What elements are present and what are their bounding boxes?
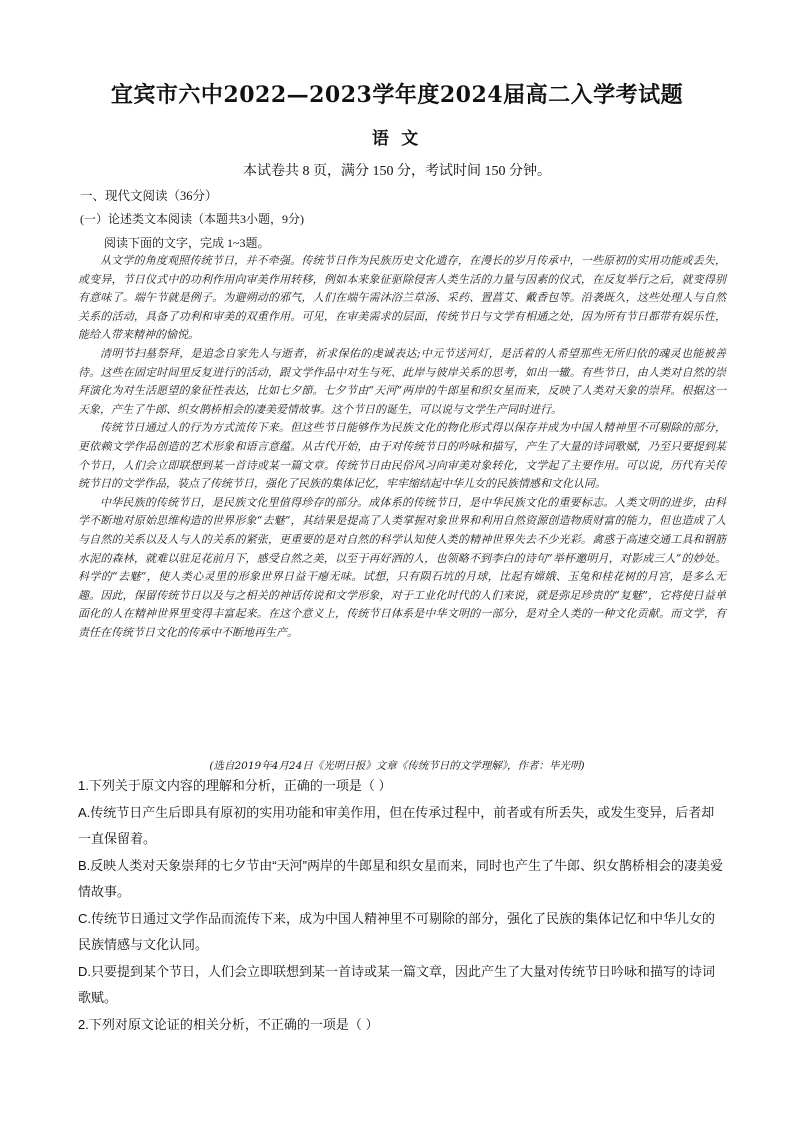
question-2-stem: 2.下列对原文论证的相关分析，不正确的一项是（ ） [78, 1016, 379, 1032]
reading-instruction: 阅读下面的文字，完成 1~3题。 [104, 236, 270, 250]
reading-passage [78, 252, 726, 642]
passage-paragraph: 传统节日通过人的行为方式流传下来。但这些节日能够作为民族文化的物化形式得以保存并成为中国人精神里不可剔除的部分，更依赖文学作品创造的艺术形象和语言意蕴。从古代开始，由于对传统节日的吟咏和描写，产生了大量的诗词歌赋，乃至只要提到某个节日，人们会立即联想到某一首诗或某一篇文章。传统节日由民俗风习向审美对象转化，文学起了主要作用。可以说，历代有关传统节日的文学作品，装点了传统节日，强化了民族的集体记忆，牢牢缩结起中华儿女的民族情感和文化认同。 [78, 421, 726, 491]
passage-source: (选自2019年4月24日《光明日报》文章《传统节日的文学理解》，作者：毕光明) [209, 760, 585, 772]
question-1-option-b: B.反映人类对天象崇拜的七夕节由“天河”两岸的牛郎星和织女星而来，同时也产生了牛郎、织女鹊桥相会的凄美爱情故事。 [78, 857, 723, 899]
section-heading: 一、现代文阅读（36分） [80, 189, 218, 203]
question-1-option-d: D.只要提到某个节日，人们会立即联想到某一首诗或某一篇文章，因此产生了大量对传统节日吟咏和描写的诗词歌赋。 [78, 963, 716, 1005]
exam-info: 本试卷共 8 页，满分 150 分，考试时间 150 分钟。 [243, 164, 551, 179]
question-1-option-c: C.传统节日通过文学作品而流传下来，成为中国人精神里不可剔除的部分，强化了民族的集体记忆和中华儿女的民族情感与文化认同。 [78, 910, 716, 952]
exam-title: 宜宾市六中2022—2023学年度2024届高二入学考试题 [110, 82, 684, 108]
question-1-stem: 1.下列关于原文内容的理解和分析，正确的一项是（ ） [78, 778, 392, 793]
question-1-option-a: A.传统节日产生后即具有原初的实用功能和审美作用，但在传承过程中，前者或有所丢失，或发生变异，后者却一直保留着。 [78, 804, 715, 846]
passage-paragraph: 从文学的角度观照传统节日，并不牵强。传统节日作为民族历史文化遗存，在漫长的岁月传承中，一些原初的实用功能或丢失，或变异，节日仪式中的功利作用向审美作用转移，例如本来象征驱除侵害人类生活的力量与因素的仪式，在反复举行之后，就变得别有意味了。端午节就是例子。为避朔动的邪气，人们在端午需沐浴兰草汤、采药、置菖艾、戴香包等。沿袭既久，这些处理人与自然关系的活动，具备了功利和审美的双重作用。可见，在审美需求的层面，传统节日与文学有相通之处，因为所有节日都带有娱乐性，能给人带来精神的愉悦。 [78, 254, 726, 342]
passage-paragraph: 清明节扫墓祭拜，是追念自家先人与逝者，祈求保佑的虔诚表达;中元节送河灯，是活着的人希望那些无所归依的魂灵也能被善待。这些在固定时间里反复进行的活动，跟文学作品中对生与死、此岸与彼岸关系的思考，如出一辙。有些节日，由人类对自然的崇拜演化为对生活愿望的象征性表达，比如七夕節。七夕节由“天河”两岸的牛郎星和织女星而来，反映了人类对天象的崇拜。根据这一天象，产生了牛郎、织女鹊桥相会的凄美爱情故事。这个节日的诞生，可以说与文学生产同时进行。 [78, 346, 726, 416]
subsection-heading: (一）论述类文本阅读（本题共3小题，9分) [80, 212, 304, 226]
question-1 [78, 773, 726, 1038]
passage-paragraph: 中华民族的传统节日，是民族文化里值得珍存的部分。成体系的传统节日，是中华民族文化的重要标志。人类文明的进步，由科学不断地对原始思维构造的世界形象“去魅”，其结果是提高了人类掌握对象世界和利用自然资源创造物质财富的能力，但也造成了人与自然的关系以及人与人的关系的紧张，更重要的是对自然的科学认知使人类的精神世界失去不少光彩。禽惑于高速交通工具和钢筋水泥的森林，就难以驻足花前月下，感受自然之美，以至于再好酒的人，也领略不到李白的诗句“举杯邀明月，对影成三人”的妙处。科学的“去魅”，使人类心灵里的形象世界日益干瘪无味。试想，只有陨石坑的月球，比起有嫦娥、玉兔和桂花树的月宫，是多么无趣。因此，保留传统节日以及与之相关的神话传说和文学形象，对于工业化时代的人们来说，就是弥足珍贵的“复魅”，它将使日益单面化的人在精神世界里变得丰富起来。在这个意义上，传统节日体系是中华文明的一部分，是对全人类的一种文化贡献。而文学，有责任在传统节日文化的传承中不断地再生产。 [78, 495, 726, 639]
subject-label: 语 文 [371, 129, 423, 148]
